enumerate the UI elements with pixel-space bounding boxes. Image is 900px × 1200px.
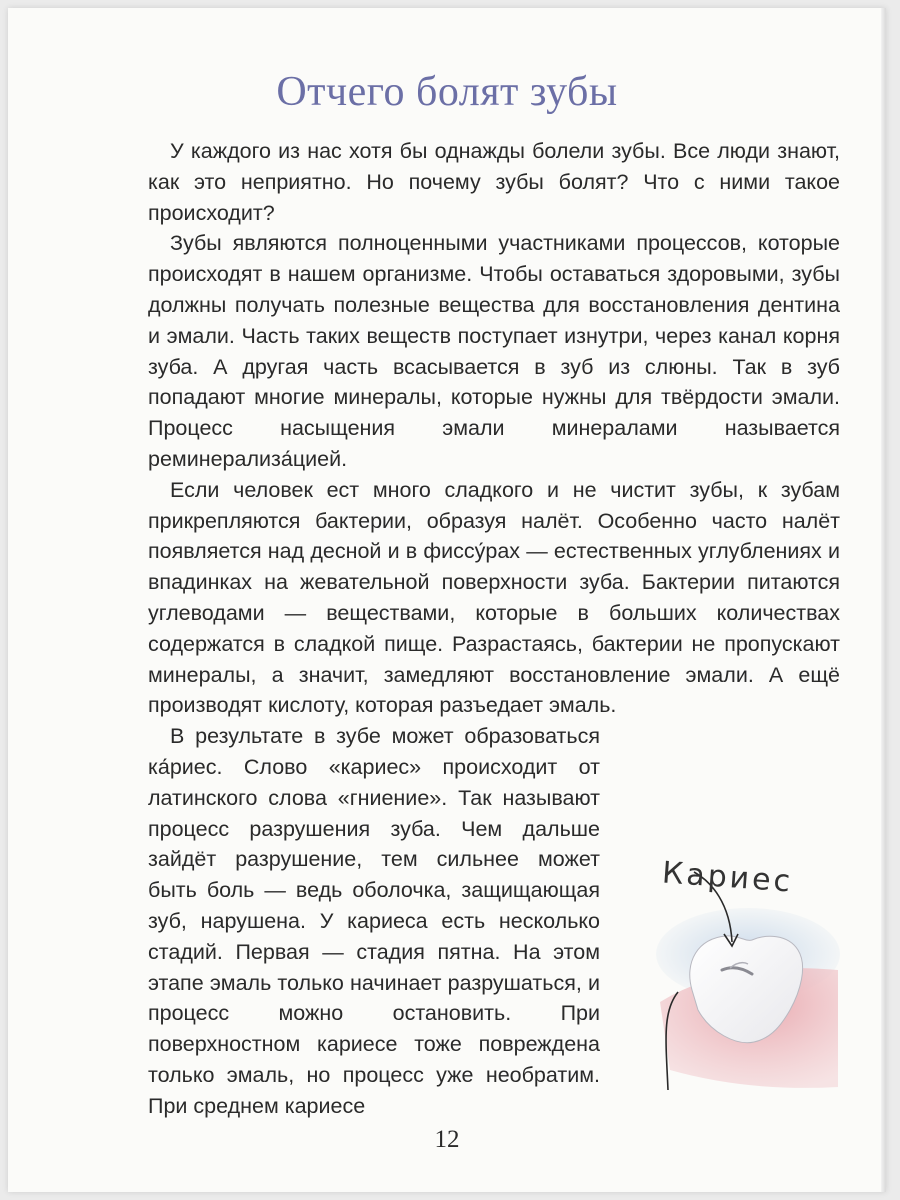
- paragraph-4: В результате в зубе может образоваться ка́риес. Слово «кариес» происходит от латинского слова «гниение». Так называют процесс разрушения зуба. Чем дальше зайдёт разрушение, тем сильнее может быть боль — ведь оболочка, защищающая зуб, нарушена. У кариеса есть несколько стадий. Первая — стадия пятна. На этом этапе эмаль только начинает разрушаться, и процесс можно остановить. При поверхностном кариесе тоже повреждена только эмаль, но процесс уже необратим. При среднем кариесе: [148, 724, 600, 1118]
- illustration-caption: Кариес: [660, 855, 795, 900]
- paragraph-3: Если человек ест много сладкого и не чистит зубы, к зубам прикрепляются бактерии, образуя налёт. Особенно часто налёт появляется над десной и в фиссу́рах — естественных углублениях и впадинках на жевательной поверхности зуба. Бактерии питаются углеводами — веществами, которые в больших количествах содержатся в сладкой пище. Разрастаясь, бактерии не пропускают минералы, а значит, замедляют восстановление эмали. А ещё производят кислоту, которая разъедает эмаль.: [148, 477, 840, 718]
- book-page: [8, 8, 886, 1192]
- paragraph-1: У каждого из нас хотя бы однажды болели зубы. Все люди знают, как это неприятно. Но почему зубы болят? Что с ними такое происходит?: [148, 139, 840, 225]
- page-number: 12: [434, 1126, 460, 1153]
- page-edge-shadow: [881, 8, 886, 1192]
- paragraph-2: Зубы являются полноценными участниками процессов, которые происходят в нашем организме. Чтобы оставаться здоровыми, зубы должны получать полезные вещества для восстановления дентина и эмали. Часть таких веществ поступает изнутри, через канал корня зуба. А другая часть всасывается в зуб из слюны. Так в зуб попадают многие минералы, которые нужны для твёрдости эмали. Процесс насыщения эмали минералами называется реминерализа́цией.: [148, 231, 840, 471]
- page-title: Отчего болят зубы: [276, 69, 618, 115]
